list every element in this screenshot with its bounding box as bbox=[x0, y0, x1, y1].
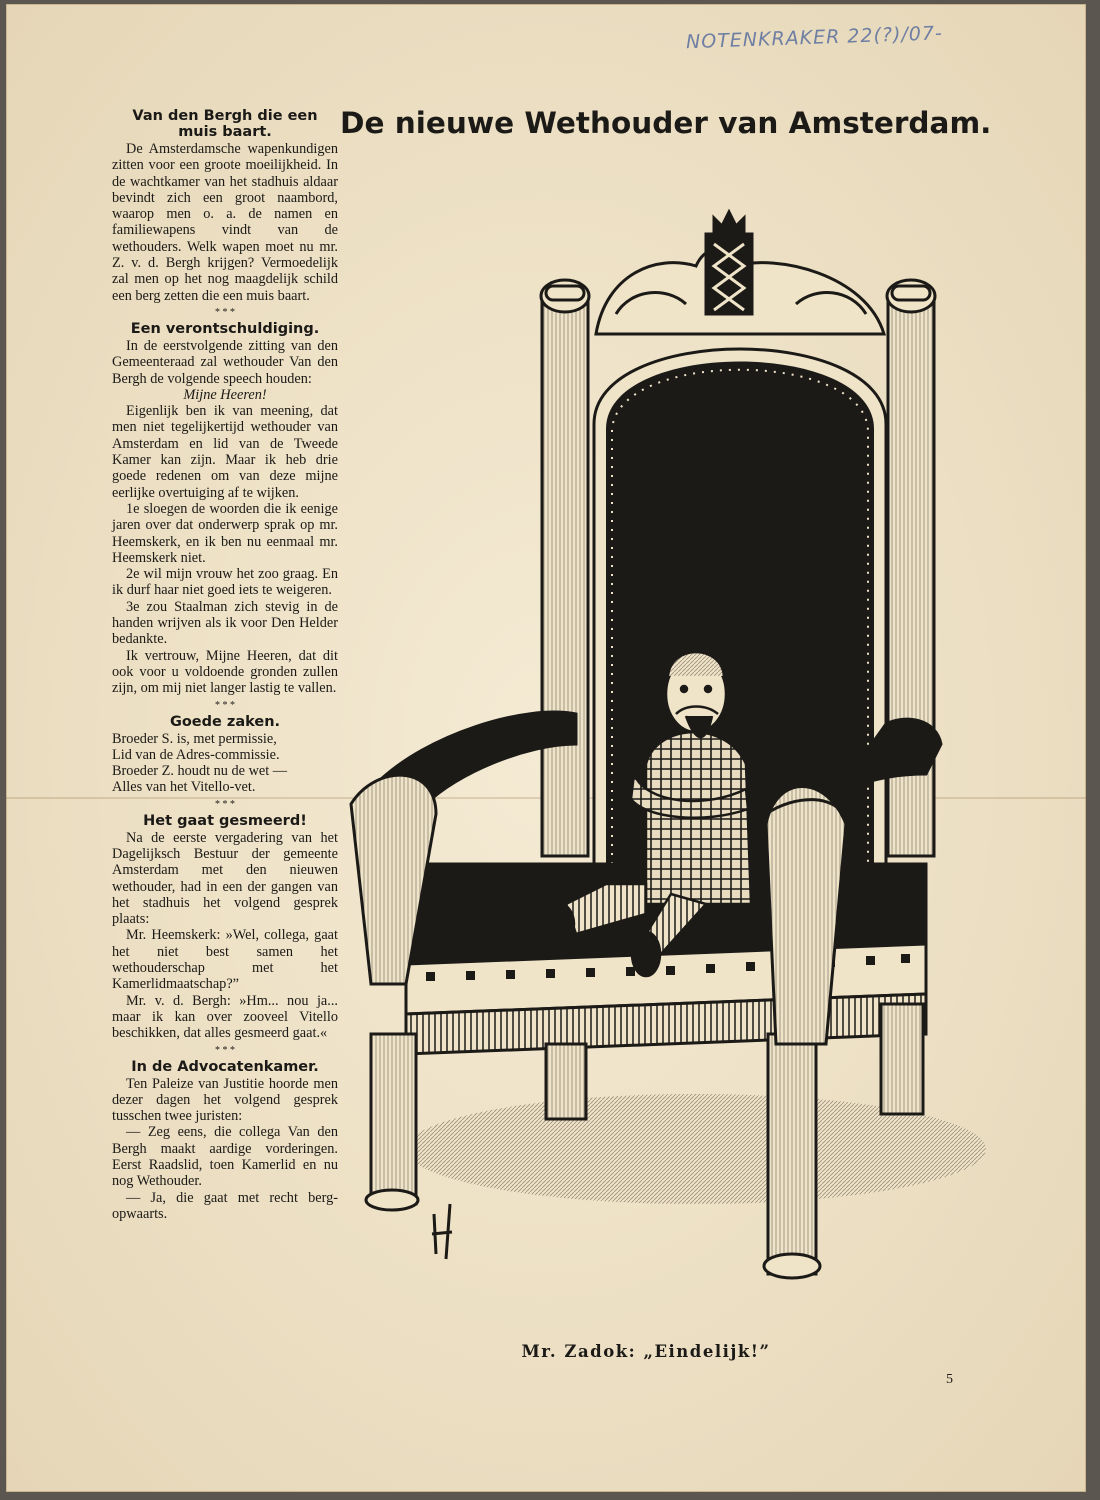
dialogue-line-2: Mr. v. d. Bergh: »Hm... nou ja... maar ik kan over zooveel Vitello beschikken, dat alles gesmeerd gaat.« bbox=[112, 992, 338, 1042]
separator-stars: * * * bbox=[215, 306, 235, 318]
salutation: Mijne Heeren! bbox=[183, 386, 267, 403]
crest-carving bbox=[596, 212, 884, 334]
verse-line-1: Broeder S. is, met permissie, bbox=[112, 730, 277, 747]
verse-line-2: Lid van de Adres-commissie. bbox=[112, 746, 280, 763]
verse-line-3: Broeder Z. houdt nu de wet — bbox=[112, 763, 288, 780]
article-title-1: Van den Bergh die een muis baart. bbox=[132, 108, 318, 140]
article-title-5: In de Advocatenkamer. bbox=[131, 1058, 319, 1075]
article-title-3: Goede zaken. bbox=[169, 713, 281, 730]
handwritten-annotation: NOTENKRAKER 22(?)/07- bbox=[685, 22, 944, 54]
article-title-4: Het gaat gesmeerd! bbox=[143, 812, 307, 829]
separator-stars: * * * bbox=[215, 1044, 235, 1056]
dialogue-line-4: — Ja, die gaat met recht berg-opwaarts. bbox=[112, 1189, 338, 1222]
article-intro-4: Na de eerste vergadering van het Dagelijksch Bestuur der gemeente Amsterdam met den nieuwen wethouder, had in een der gangen van het stadhuis het volgend gesprek plaats: bbox=[112, 829, 338, 928]
article-title-2: Een verontschuldiging. bbox=[130, 320, 320, 337]
artist-monogram bbox=[432, 1204, 452, 1259]
speech-para-1: Eigenlijk ben ik van meening, dat men niet tegelijkertijd wethouder van Amsterdam en lid van de Tweede Kamer kan zijn. Maar ik heb drie goede redenen om van deze mijne eerlijke overtuiging af te wijken. bbox=[112, 403, 338, 501]
speech-para-2: 1e sloegen de woorden die ik eenige jaren over dat onderwerp sprak op mr. Heemskerk, en ik ben nu eenmaal mr. Heemskerk niet. bbox=[112, 500, 338, 566]
article-body-1: De Amsterdamsche wapenkundigen zitten voor een groote moeilijkheid. In de wachtkamer van het stadhuis aldaar bevindt zich een groot naambord, waarop men o. a. de namen en familiewapens vindt van de wethouders. Welk wapen moet nu mr. Z. v. d. Bergh krijgen? Vermoedelijk zal men op het nog maagdelijk schild een berg zetten die een muis baart. bbox=[112, 141, 338, 304]
newspaper-page bbox=[6, 4, 1086, 1492]
cartoon-caption: Mr. Zadok: „Eindelijk!” bbox=[521, 1342, 771, 1361]
speech-para-4: 3e zou Staalman zich stevig in de handen wrijven als ik voor Den Helder bedankte. bbox=[112, 598, 338, 648]
dialogue-line-1: Mr. Heemskerk: »Wel, collega, gaat het niet best samen het wethouderschap met het Kamerlidmaatschap?” bbox=[112, 927, 338, 993]
speech-para-5: Ik vertrouw, Mijne Heeren, dat dit ook voor u voldoende gronden zullen zijn, om mij niet langer lastig te vallen. bbox=[112, 647, 338, 697]
separator-stars: * * * bbox=[215, 699, 235, 711]
page-headline: De nieuwe Wethouder van Amsterdam. bbox=[340, 106, 992, 140]
throne-cartoon-illustration bbox=[6, 4, 1086, 1492]
page-number: 5 bbox=[946, 1372, 953, 1387]
verse-line-4: Alles van het Vitello-vet. bbox=[112, 779, 256, 796]
article-intro-2: In de eerstvolgende zitting van den Gemeenteraad zal wethouder Van den Bergh de volgende speech houden: bbox=[112, 337, 338, 387]
article-intro-5: Ten Paleize van Justitie hoorde men dezer dagen het volgend gesprek tusschen twee juristen: bbox=[112, 1075, 338, 1125]
separator-stars: * * * bbox=[215, 798, 235, 810]
dialogue-line-3: — Zeg eens, die collega Van den Bergh maakt aardige vorderingen. Eerst Raadslid, toen Kamerlid en nu nog Wethouder. bbox=[112, 1124, 338, 1190]
speech-para-3: 2e wil mijn vrouw het zoo graag. En ik durf haar niet goed iets te weigeren. bbox=[112, 566, 338, 599]
